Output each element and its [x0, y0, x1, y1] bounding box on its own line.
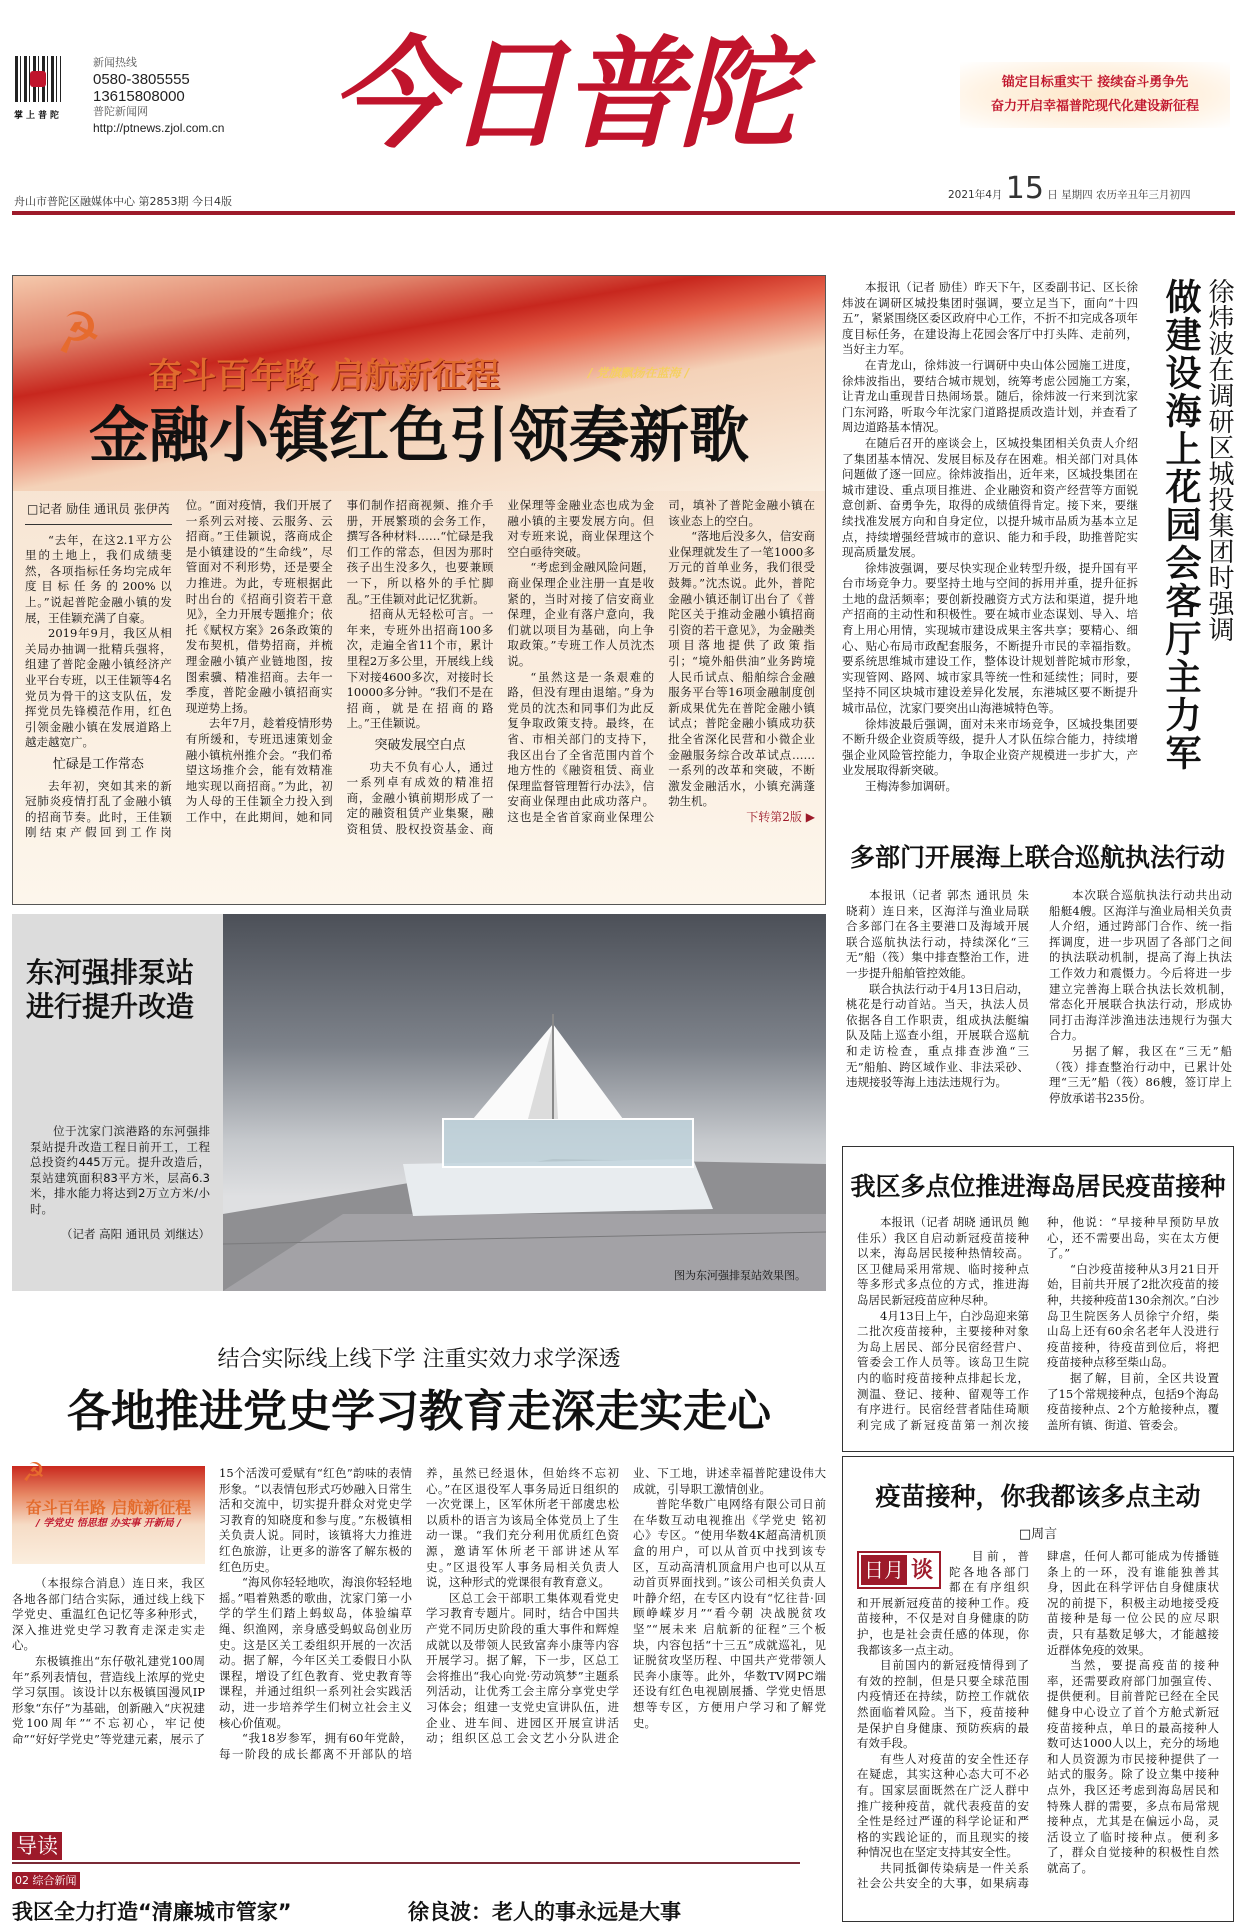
paragraph: “落地后没多久，信安商业保理就发生了一笔1000多万元的首单业务，我们很受鼓舞。”沈杰说。此外，普陀金融小镇还制订出台了《普陀区关于推动金融小镇招商引资的若干意见》，为金融类项目落地提供了政策指引；“境外船供油”业务跨境人民币试点、船舶综合金融服务平台等16项金融制度创新成果优先在普陀金融小镇试点；普陀金融小镇成功获批全省深化民营和小微企业金融服务综合改革试点……一系列的改革和突破，不断激发金融活水，小镇充满蓬勃生机。: [668, 529, 815, 809]
history-banner: [12, 1458, 205, 1564]
qr-code: [15, 56, 61, 102]
paragraph: 区总工会干部职工集体观看党史学习教育专题片。同时，结合中国共产党不同历史阶段的重大事件和辉煌成就以及带领人民致富奔小康等内容开展学习。据了解，下一步，区总工会将推出“我心向党·劳动筑梦”主题系列活动，让优秀工会主席分享党史学习体会；组建一支党史宣讲队伍，进企业、进车间、进园区开展宣讲活动；组织区总工会文艺小分队进企业、下工地，讲述幸福普陀建设伟大成就，引导职工激情创业。: [426, 1466, 826, 1746]
xu-headline: 做建设海上花园会客厅主力军: [1160, 278, 1201, 772]
slogan-line-2: 奋力开启幸福普陀现代化建设新征程: [990, 99, 1199, 114]
paragraph: 据了解，目前，全区共设置了15个常规接种点，包括9个海岛疫苗接种点、2个方舱接种点，覆盖所有镇、街道、管委会。: [1047, 1370, 1219, 1432]
guide-section[interactable]: 02 综合新闻: [12, 1872, 80, 1889]
date-prefix: 2021年4月: [948, 189, 1003, 201]
history-banner-tag: / 学党史 悟思想 办实事 开新局 /: [36, 1517, 181, 1529]
vaccine-body: [857, 1215, 1219, 1433]
paragraph: 4月13日上午，白沙岛迎来第二批次疫苗接种，主要接种对象为岛上居民、部分民宿经营户、管委会工作人员等。该岛卫生院内的临时疫苗接种点排起长龙，测温、登记、接种、留观等工作有序进行。民宿经营者陆佳琦顺利完成了新冠疫苗第一剂次接种，他说：“早接种早预防早放心，还不需要出岛，实在太方便了。”: [857, 1215, 1219, 1432]
column-label-red: 日月: [861, 1555, 907, 1585]
section-subheading: 忙碌是工作常态: [52, 756, 144, 772]
paragraph: 另据了解，我区在“三无”船（筏）排查整治行动中，已累计处理“三无”船（筏）86艘，签订岸上停放承诺书235份。: [1049, 1043, 1232, 1105]
history-banner-title: 奋斗百年路 启航新征程: [25, 1498, 192, 1517]
xu-subhead: 徐炜波在调研区城投集团时强调: [1204, 278, 1234, 642]
site-label: 普陀新闻网: [93, 106, 148, 118]
phone-1: 0580-3805555: [93, 71, 190, 88]
guide-label: 导读: [12, 1832, 62, 1860]
header-rule: [12, 211, 1235, 215]
paragraph: “去年，在这2.1平方公里的土地上，我们成绩斐然，各项指标任务均完成年度目标任务的200%以上。”说起普陀金融小镇的发展，王佳颖充满了自豪。: [25, 532, 172, 625]
commentary-headline: 疫苗接种，你我都该多点主动: [875, 1482, 1201, 1511]
patrol-headline: 多部门开展海上联合巡航执法行动: [849, 843, 1225, 872]
pump-headline: [26, 956, 194, 1024]
masthead-logo: 今日普陀: [330, 24, 794, 165]
section-subheading: 突破发展空白点: [374, 737, 466, 753]
paragraph: “白沙疫苗接种从3月21日开始，目前共开展了2批次疫苗的接种，共接种疫苗130余剂次。”白沙岛卫生院医务人员徐宁介绍，柴山岛上还有60余名老年人没进行疫苗接种，待疫苗到位后，将把疫苗接种点移至柴山岛。: [1047, 1261, 1219, 1370]
paragraph: “我18岁参军，拥有60年党龄，每一阶段的成长都离不开部队的培养，虽然已经退休，但始终不忘初心。”在区退役军人事务局近日组织的一次党课上，区军休所老干部虞忠松以质朴的语言为该局全体党员上了生动一课。“我们充分利用优质红色资源，邀请军休所老干部讲述从军史。”区退役军人事务局相关负责人说，这种形式的党课很有教育意义。: [219, 1466, 619, 1761]
paragraph: 本报讯（记者 郭杰 通讯员 朱晓莉）连日来，区海洋与渔业局联合多部门在各主要港口及海域开展联合巡航执法行动，持续深化“三无”船（筏）集中排查整治工作，进一步提升船舶管控效能。: [846, 888, 1029, 980]
lead-paragraphs: [25, 498, 815, 841]
lead-headline: 金融小镇红色引领奏新歌: [89, 401, 749, 471]
publisher-line: 舟山市普陀区融媒体中心 第2853期 今日4版: [14, 195, 232, 208]
xu-article: [842, 280, 1138, 795]
continued-link[interactable]: 下转第2版 ▶: [746, 809, 815, 824]
column-label: [857, 1551, 941, 1589]
guide-item-1[interactable]: 我区全力打造“清廉城市管家”: [12, 1900, 292, 1924]
lead-banner-title: 奋斗百年路 启航新征程: [148, 356, 500, 396]
pump-panel: [12, 914, 223, 1291]
paragraph: 本次联合巡航执法行动共出动船艇4艘。区海洋与渔业局相关负责人介绍，通过跨部门合作、统一指挥调度，进一步巩固了各部门之间的执法联动机制，提高了海上执法工作效力和震慑力。今后将进一步建立完善海上联合执法长效机制，常态化开展联合执法行动，形成协同打击海洋涉渔违法违规行为强大合力。: [1049, 888, 1232, 1043]
paragraph: “虽然这是一条艰难的路，但没有理由退缩。”身为党员的沈杰和同事们为此反复争取政策支持。最终，在省、市相关部门的支持下，我区出台了全省范围内首个地方性的《融资租赁、商业保理监督管理暂行办法》，信安商业保理由此成功落户。这也是全省首家商业保理公司，填补了普陀金融小镇在该业态上的空白。: [507, 498, 815, 824]
pump-byline: （记者 高阳 通讯员 刘继达）: [61, 1227, 210, 1241]
lead-banner: [13, 276, 825, 491]
paragraph: 东极镇推出“东仔敬礼建党100周年”系列表情包，营造线上浓厚的党史学习氛围。该设计以东极镇国漫风IP形象“东仔”为基础，创新融入“庆祝建党100周年”“不忘初心，牢记使命”“好好学党史”等党建元素，展示了15个活泼可爱赋有“红色”韵味的表情形象。“以表情包形式巧妙融入日常生活和交流中，切实提升群众对党史学习教育的知晓度和参与度。”东极镇相关负责人说。同时，该镇将大力推进红色旅游，让更多的游客了解东极的红色历史。: [12, 1466, 412, 1746]
history-subhead: 结合实际线上线下学 注重实效力求学深透: [217, 1347, 621, 1372]
commentary-article: [842, 1456, 1234, 1922]
paragraph: 去年初，突如其来的新冠肺炎疫情打乱了金融小镇的招商节奏。此时，王佳颖刚结束产假回到工作岗位。“面对疫情，我们开展了一系列云对接、云服务、云招商。”王佳颖说，落商成企是小镇建设的“生命线”，尽管面对不利形势，还是要全力推进。为此，专班根据此时出台的《招商引资若干意见》，全力开展专题推介；依托《赋权方案》26条政策的发布契机，借势招商，并梳理金融小镇产业链地图，按图索骥、精准招商。去年一季度，普陀金融小镇招商实现逆势上扬。: [25, 498, 333, 840]
guide-rule: [12, 1862, 800, 1864]
patrol-body: [846, 888, 1232, 1106]
pump-headline-line-2: 进行提升改造: [26, 990, 195, 1023]
contact-block: [93, 56, 224, 136]
paragraph: 目前国内的新冠疫情得到了有效的控制，但是只要全球范围内疫情还在持续，防控工作就依然面临着风险。当下，疫苗接种是保护自身健康、预防疾病的最有效手段。: [857, 1658, 1029, 1751]
lead-body: [25, 498, 815, 841]
paragraph: 当然，要提高疫苗的接种率，还需要政府部门加强宣传、提供便利。目前普陀已经在全民健身中心设立了首个方舱式新冠疫苗接种点，单日的最高接种人数可达1000人以上，充分的场地和人员资源为市民接种提供了一站式的服务。除了设立集中接种点外，我区还考虑到海岛居民和特殊人群的需要，多点布局常规接种点，尤其是在偏远小岛，灵活设立了临时接种点。便利多了，群众自觉接种的积极性自然就高了。: [1047, 1658, 1219, 1875]
commentary-byline: □周言: [1018, 1527, 1058, 1542]
history-body: [12, 1458, 826, 1762]
guide-item-2[interactable]: 徐良波：老人的事永远是大事: [408, 1900, 681, 1924]
paragraph: 本报讯（记者 胡晓 通讯员 鲍佳乐）我区自启动新冠疫苗接种以来，海岛居民接种热情较高。区卫健局采用常规、临时接种点等多形式多点位的方式，推进海岛居民新冠疫苗应种尽种。: [857, 1215, 1029, 1307]
photo-caption: 图为东河强排泵站效果图。: [674, 1269, 806, 1282]
commentary-paragraphs: [857, 1549, 1219, 1892]
vaccine-article: [842, 1146, 1234, 1452]
paragraph: 有些人对疫苗的安全性还存在疑虑，其实这种心态大可不必有。国家层面既然在广泛人群中推广接种疫苗，就代表疫苗的安全性是经过严谨的科学论证和严格的实践论证的，而且现实的接种情况也在坚定支持其安全性。: [857, 1751, 1029, 1860]
history-headline: 各地推进党史学习教育走深走实走心: [67, 1386, 771, 1437]
paragraph: “海风你轻轻地吹，海浪你轻轻地摇。”唱着熟悉的歌曲，沈家门第一小学的学生们踏上蚂蚁岛，体验编草绳、织渔网，亲身感受蚂蚁岛创业历史。这是区关工委组织开展的一次活动。据了解，今年区关工委假日小队课程，增设了红色教育、党史教育等课程，并通过组织一系列社会实践活动，进一步培养学生们树立社会主义核心价值观。: [219, 1575, 412, 1730]
paragraph: （本报综合消息）连日来，我区各地各部门结合实际，通过线上线下学党史、重温红色记忆等多种形式，深入推进党史学习教育走深走实走心。: [12, 1576, 205, 1653]
hammer-sickle-icon: ☭: [47, 297, 107, 368]
paragraph: 在青龙山，徐炜波一行调研中央山体公园施工进度，徐炜波指出，要结合城市规划，统筹考虑公园施工方案，让青龙山重现昔日热闹场景。随后，徐炜波一行来到沈家门东河路，听取今年沈家门道路提质改造计划，并查看了周边道路基本情况。: [842, 357, 1138, 435]
paragraph: 招商从无轻松可言。一年来，专班外出招商100多次，走遍全省11个市，累计里程2万多公里，开展线上线下对接4600多次，对接时长10000多分钟。“我们不是在招商，就是在招商的路上。”王佳颖说。: [346, 607, 494, 731]
lead-article: [12, 275, 826, 905]
site-url[interactable]: http://ptnews.zjol.com.cn: [93, 121, 225, 135]
pump-station-illustration: [223, 914, 826, 1291]
pump-station-photo: [223, 914, 826, 1291]
paragraph: 2019年9月，我区从相关局办抽调一批精兵强将，组建了普陀金融小镇经济产业平台专班，以王佳颖等4名党员为骨干的这支队伍，发挥党员先锋模范作用，红色引领金融小镇在发展道路上越走越宽广。: [25, 626, 172, 750]
commentary-body: [857, 1549, 1219, 1892]
slogan: [960, 62, 1230, 128]
paragraph: 功夫不负有心人，通过一系列卓有成效的精准招商，金融小镇前期形成了一定的融资租赁产业集聚，融资租赁、股权投资基金、商业保理等金融业态也成为金融小镇的主要发展方向。但对专班来说，商业保理这个空白亟待突破。: [346, 498, 655, 836]
paragraph: 去年7月，趁着疫情形势有所缓和，专班迅速策划金融小镇杭州推介会。“我们希望这场推介会，能有效精准地实现以商招商。”为此，初为人母的王佳颖全力投入到工作中，在此期间，她和同事们制作招商视频、推介手册，开展繁琐的会务工作，撰写各种材料……“忙碌是我们工作的常态，但因为那时孩子出生没多久，也要兼顾一下，所以格外的手忙脚乱。”王佳颖对此记忆犹新。: [185, 498, 494, 824]
lead-banner-tag: / 党旗飘扬在蓝海 /: [588, 366, 690, 380]
hammer-sickle-icon: ☭: [22, 1458, 46, 1488]
paragraph: 普陀华数广电网络有限公司日前在华数互动电视推出《学党史 铭初心》专区。“使用华数4K超高清机顶盒的用户，可以从首页中找到该专区，互动高清机顶盒用户也可以从互动首页界面找到。”该公司相关负责人叶静介绍，在专区内设有“忆往昔·回顾峥嵘岁月”“看今朝 决战脱贫攻坚”“展未来 启航新的征程”三个板块，内容包括“十三五”成就巡礼，见证脱贫攻坚历程、中国共产党带领人民奔小康等。此外，华数TV网PC端还设有红色电视剧展播、学党史悟思想等专区，方便用户学习和了解党史。: [633, 1497, 826, 1730]
paragraph: 徐炜波最后强调，面对未来市场竞争，区城投集团要不断升级企业资质等级，提升人才队伍综合能力，持续增强企业风险管控能力，争取企业资产规模进一步扩大，产业发展取得新突破。: [842, 716, 1138, 778]
vaccine-headline: 我区多点位推进海岛居民疫苗接种: [850, 1172, 1226, 1201]
lead-byline: □记者 励佳 通讯员 张伊芮: [25, 498, 172, 525]
paragraph: 联合执法行动于4月13日启动，桃花是行动首站。当天，执法人员依据各自工作职责，组成执法艇编队及陆上巡查小组，开展联合巡航和走访检查，重点排查涉渔“三无”船舶、跨区域作业、非法采砂、违规接驳等海上违法违规行为。: [846, 981, 1029, 1090]
slogan-line-1: 锚定目标重实干 接续奋斗勇争先: [1001, 75, 1189, 90]
phone-2: 13615808000: [93, 88, 185, 105]
paragraph: 共同抵御传染病是一件关系社会公共安全的大事，如果病毒肆虐，任何人都可能成为传播链条上的一环，没有谁能独善其身，因此在科学评估自身健康状况的前提下，积极主动地接受疫苗接种是每一位公民的应尽职责，只有基数足够大，才能越接近群体免疫的效果。: [857, 1549, 1219, 1891]
paragraph: 徐炜波强调，要尽快实现企业转型升级，提升国有平台市场竞争力。要坚持土地与空间的拆用并重，提升征拆土地的盘活频率；要创新投融资方式方法和渠道，提升地产招商的主动性和积极性。要在城市业态谋划、导入、培育上用心用情，实现城市建设成果主客共享；要精心、细心、贴心布局市政配套服务，不断提升市民的幸福指数。要系统思维城市建设工作，整体设计规划普陀城市形象，实现管网、路网、城市家具等统一性和延续性；同时，要坚持不同区块城市建设差异化发展，东港城区要不断提升城市品位，沈家门要突出山海港城特色等。: [842, 560, 1138, 716]
paragraph: 本报讯（记者 励佳）昨天下午，区委副书记、区长徐炜波在调研区城投集团时强调，要立足当下，面向“十四五”，紧紧围绕区委区政府中心工作，不折不扣完成各项年度目标任务，在建设海上花园会客厅中打头阵、走前列，当好主力军。: [842, 280, 1138, 357]
column-label-black: 谈: [910, 1557, 933, 1583]
qr-label: 掌上普陀: [14, 111, 63, 121]
paragraph: 目前，普陀各地各部门都在有序组织和开展新冠疫苗的接种工作。疫苗接种，不仅是对自身健康的防护，也是社会责任感的体现，你我都该多一点主动。: [857, 1549, 1029, 1657]
hotline-label: 新闻热线: [93, 57, 137, 69]
pump-text: 位于沈家门滨港路的东河强排泵站提升改造工程日前开工，工程总投资约445万元。提升改造后，泵站建筑面积83平方米，层高6.3米，排水能力将达到2万立方米/小时。: [30, 1124, 210, 1216]
date-day: 15: [1005, 171, 1044, 206]
paragraph: 在随后召开的座谈会上，区城投集团相关负责人介绍了集团基本情况、发展目标及存在困难。相关部门对具体问题做了逐一回应。徐炜波指出，近年来，区城投集团在城市建设、重点项目推进、企业融资和资产经营等方面锐意创新、奋勇争先，取得的成绩值得肯定。接下来，要继续找准发展方向和自身定位，以提升城市品质为基本立足点，持续增强经营城市的意识、能力和手段，助推普陀实现高质量发展。: [842, 435, 1138, 560]
paragraph: “考虑到金融风险问题，商业保理企业注册一直是收紧的，当时对接了信安商业保理，企业有落户意向，我们就以项目为基础，向上争取政策。”专班工作人员沈杰说。: [507, 560, 655, 668]
pump-headline-line-1: 东河强排泵站: [26, 956, 195, 989]
xu-body: [842, 280, 1138, 795]
paragraph: 王梅涛参加调研。: [865, 779, 957, 793]
date-suffix: 日 星期四 农历辛丑年三月初四: [1047, 189, 1191, 201]
dateline: [948, 171, 1235, 206]
